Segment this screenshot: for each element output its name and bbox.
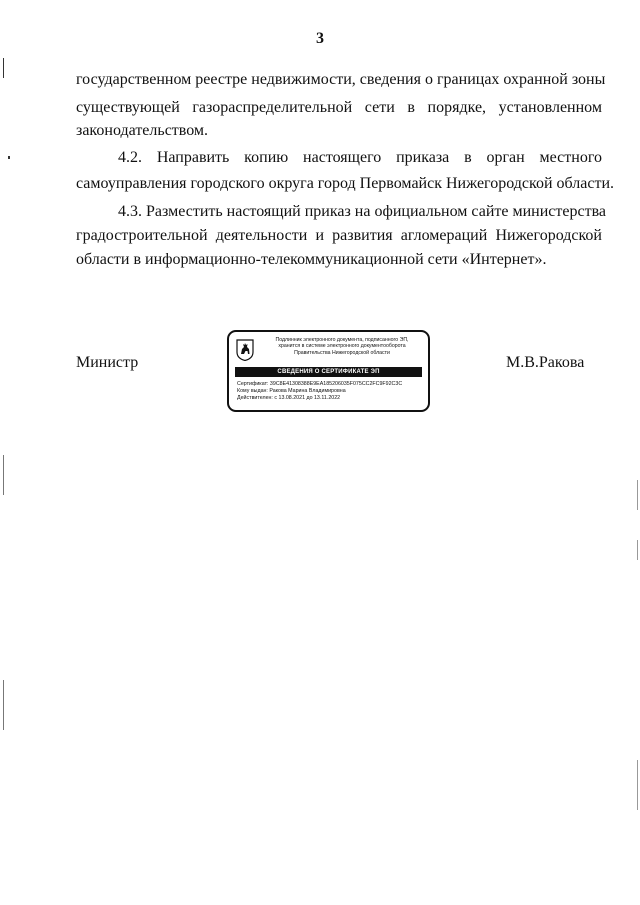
stamp-header [259,337,425,356]
scan-edge-mark [637,480,638,510]
body-line-7: градостроительной деятельности и развития агломераций Нижегородской [76,227,602,244]
stamp-header-line-3: Правительства Нижегородской области [294,349,390,356]
scan-edge-mark [637,540,638,560]
signer-title: Министр [76,354,139,371]
stamp-header-line-2: хранится в системе электронного документооборота [278,343,406,350]
stamp-details [237,381,427,402]
body-line-4: 4.2. Направить копию настоящего приказа в орган местного [118,149,602,166]
deer-coat-of-arms-icon [236,339,254,361]
stamp-certificate-number: Сертификат: 39C8E41308388E9EA185206035F075CC2FC9F92C3C [237,381,403,387]
body-line-1: государственном реестре недвижимости, сведения о границах охранной зоны [76,71,606,88]
stamp-header-line-1: Подлинник электронного документа, подписанного ЭП, [275,337,409,343]
electronic-signature-stamp [227,330,430,412]
scan-dot-mark [8,156,10,159]
scan-edge-mark [3,455,4,495]
body-line-5: самоуправления городского округа город Первомайск Нижегородской области. [76,175,614,192]
stamp-certificate-bar: СВЕДЕНИЯ О СЕРТИФИКАТЕ ЭП [235,367,422,377]
scan-edge-mark [637,760,638,810]
body-line-3: законодательством. [76,122,209,139]
stamp-issued-to: Кому выдан: Ракова Марина Владимировна [237,388,346,394]
stamp-validity: Действителен: с 13.08.2021 до 13.11.2022 [237,395,341,401]
body-line-6: 4.3. Разместить настоящий приказ на официальном сайте министерства [118,203,607,220]
body-line-8: области в информационно-телекоммуникационной сети «Интернет». [76,251,547,268]
page-number: 3 [316,30,324,47]
scan-edge-mark [3,58,4,78]
body-line-2: существующей газораспределительной сети в порядке, установленном [76,99,602,116]
signer-name: М.В.Ракова [506,354,585,371]
scan-edge-mark [3,680,4,730]
